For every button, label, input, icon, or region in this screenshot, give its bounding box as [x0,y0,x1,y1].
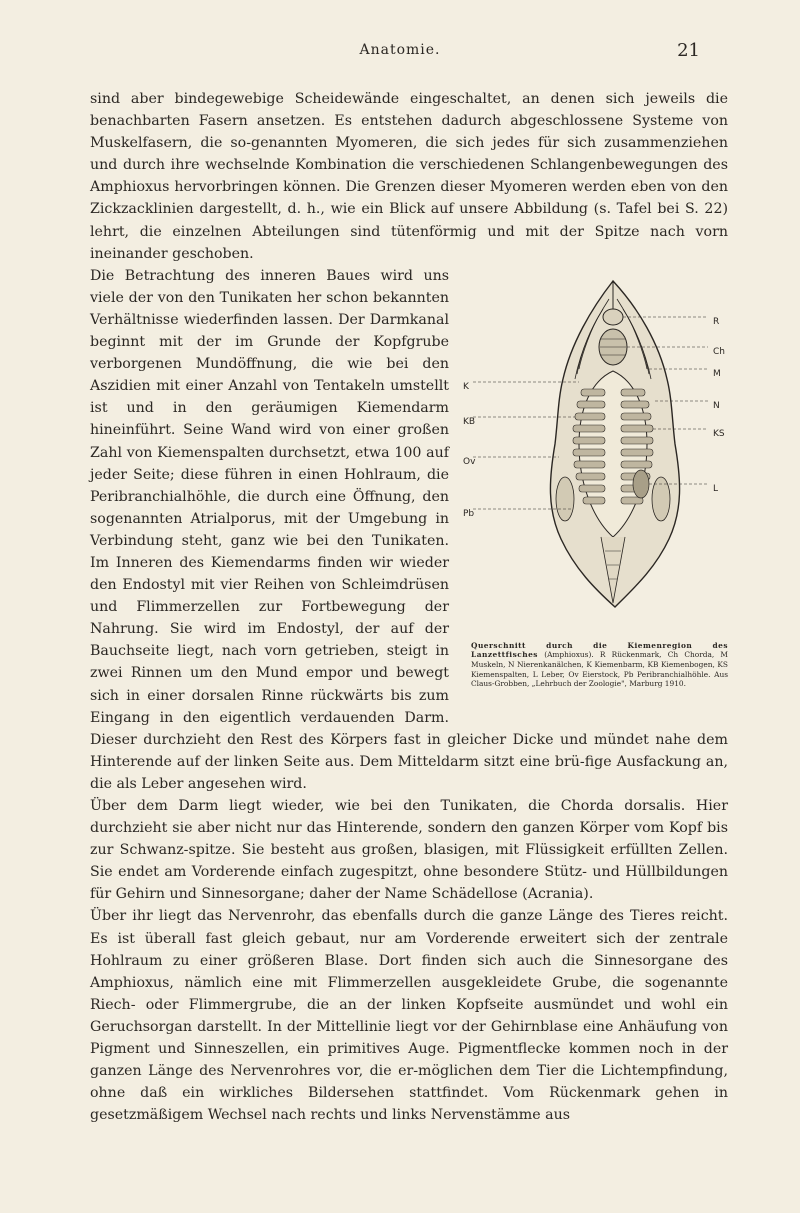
label-M: M [713,368,721,379]
label-KS: KS [713,428,725,439]
label-N: N [713,400,720,411]
label-KB: KB [463,416,476,427]
figure-cross-section [463,269,728,716]
label-Pb: Pb [463,508,475,519]
label-Ov: Ov [463,456,476,467]
paragraph-1: sind aber bindegewebige Scheidewände eingeschaltet, an denen sich jeweils die benachbarten Fasern ansetzen. Es entstehen dadurch abgeschlossene Systeme von Muskelfasern, die so-genannten Myomeren, die sich jedes für sich zusammenziehen und durch ihre wechselnde Kombination die verschiedenen Schlangenbewegungen des Amphioxus hervorbringen können. Die Grenzen dieser Myomeren werden eben von den Zickzacklinien dargestellt, d. h., wie ein Blick auf unsere Abbildung (s. Tafel bei S. 22) lehrt, die einzelnen Abteilungen sind tütenförmig und mit der Spitze nach vorn ineinander geschoben. [90,91,728,262]
page-number: 21 [677,40,700,61]
label-K: K [463,381,469,392]
body-text [90,88,728,1126]
figure-caption [471,641,728,689]
amphioxus-cross-section-illustration [463,269,728,639]
paragraph-4: Über ihr liegt das Nervenrohr, das ebenfalls durch die ganze Länge des Tieres reicht. Es ist überall fast gleich gebaut, nur am Vorderende erweitert sich der zentrale Hohlraum zu einer größeren Blase. Dort finden sich auch die Sinnesorgane des Amphioxus, nämlich eine mit Flimmerzellen ausgekleidete Grube, die sogenannte Riech- oder Flimmergrube, die an der linken Kopfseite ausmündet und wohl ein Geruchsorgan darstellt. In der Mittellinie liegt vor der Gehirnblase eine Anhäufung von Pigment und Sinneszellen, ein primitives Auge. Pigmentflecke kommen noch in der ganzen Länge des Nervenrohres vor, die er-möglichen dem Tier die Lichtempfindung, ohne daß ein wirkliches Bildersehen stattfindet. Vom Rückenmark gehen in gesetzmäßigem Wechsel nach rechts und links Nervenstämme aus [90,908,728,1124]
paragraph-2: Die Betrachtung des inneren Baues wird uns viele der von den Tunikaten her schon bekannten Verhältnisse wiederfinden lassen. Der Darmkanal beginnt mit der im Grunde der Kopfgrube verborgenen Mundöffnung, die wie bei den Aszidien mit einer Anzahl von Tentakeln umstellt ist und in den geräumigen Kiemendarm hineinführt. Seine Wand wird von einer großen Zahl von Kiemenspalten durchsetzt, etwa 100 auf jeder Seite; diese führen in einen Hohlraum, die Peribranchialhöhle, die durch eine Öffnung, den sogenannten Atrialporus, mit der Umgebung in Verbindung steht, ganz wie bei den Tunikaten. Im Inneren des Kiemendarms finden wir wieder den Endostyl mit vier Reihen von Schleimdrüsen und Flimmerzellen zur Fortbewegung der Nahrung. Sie wird im Endostyl, der auf der Bauchseite liegt, nach vorn getrieben, steigt in zwei Rinnen um den Mund empor und bewegt sich in einer dorsalen Rinne rückwärts bis zum Eingang in den eigentlich verdauenden Darm. Dieser durchzieht den Rest des Körpers fast in gleicher Dicke und mündet nahe dem Hinterende auf der linken Seite aus. Dem Mitteldarm sitzt eine brü-fige Ausfackung an, die als Leber angesehen wird. [90,267,728,792]
caption-body: (Amphioxus). R Rückenmark, Ch Chorda, M Muskeln, N Nierenkanälchen, K Kiemenbarm, KB Kiemenbogen, KS Kiemenspalten, L Leber, Ov Eierstock, Pb Peribranchialhöhle. Aus Claus-Grobben, „Lehrbuch der Zoologie", Marburg 1910. [471,650,729,689]
label-R: R [713,316,720,327]
label-Ch: Ch [713,346,725,357]
running-title: Anatomie. [359,42,441,58]
paragraph-3: Über dem Darm liegt wieder, wie bei den Tunikaten, die Chorda dorsalis. Hier durchzieht sie aber nicht nur das Hinterende, sondern den ganzen Körper vom Kopf bis zur Schwanz-spitze. Sie besteht aus großen, blasigen, mit Flüssigkeit erfüllten Zellen. Sie endet am Vorderende einfach zugespitzt, ohne besondere Stütz- und Hüllbildungen für Gehirn und Sinnesorgane; daher der Name Schädellose (Acrania). [90,798,728,903]
caption-heading: Querschnitt durch die Kiemenregion des Lanzettfisches [471,640,728,660]
running-head [0,40,800,64]
label-L: L [713,483,719,494]
